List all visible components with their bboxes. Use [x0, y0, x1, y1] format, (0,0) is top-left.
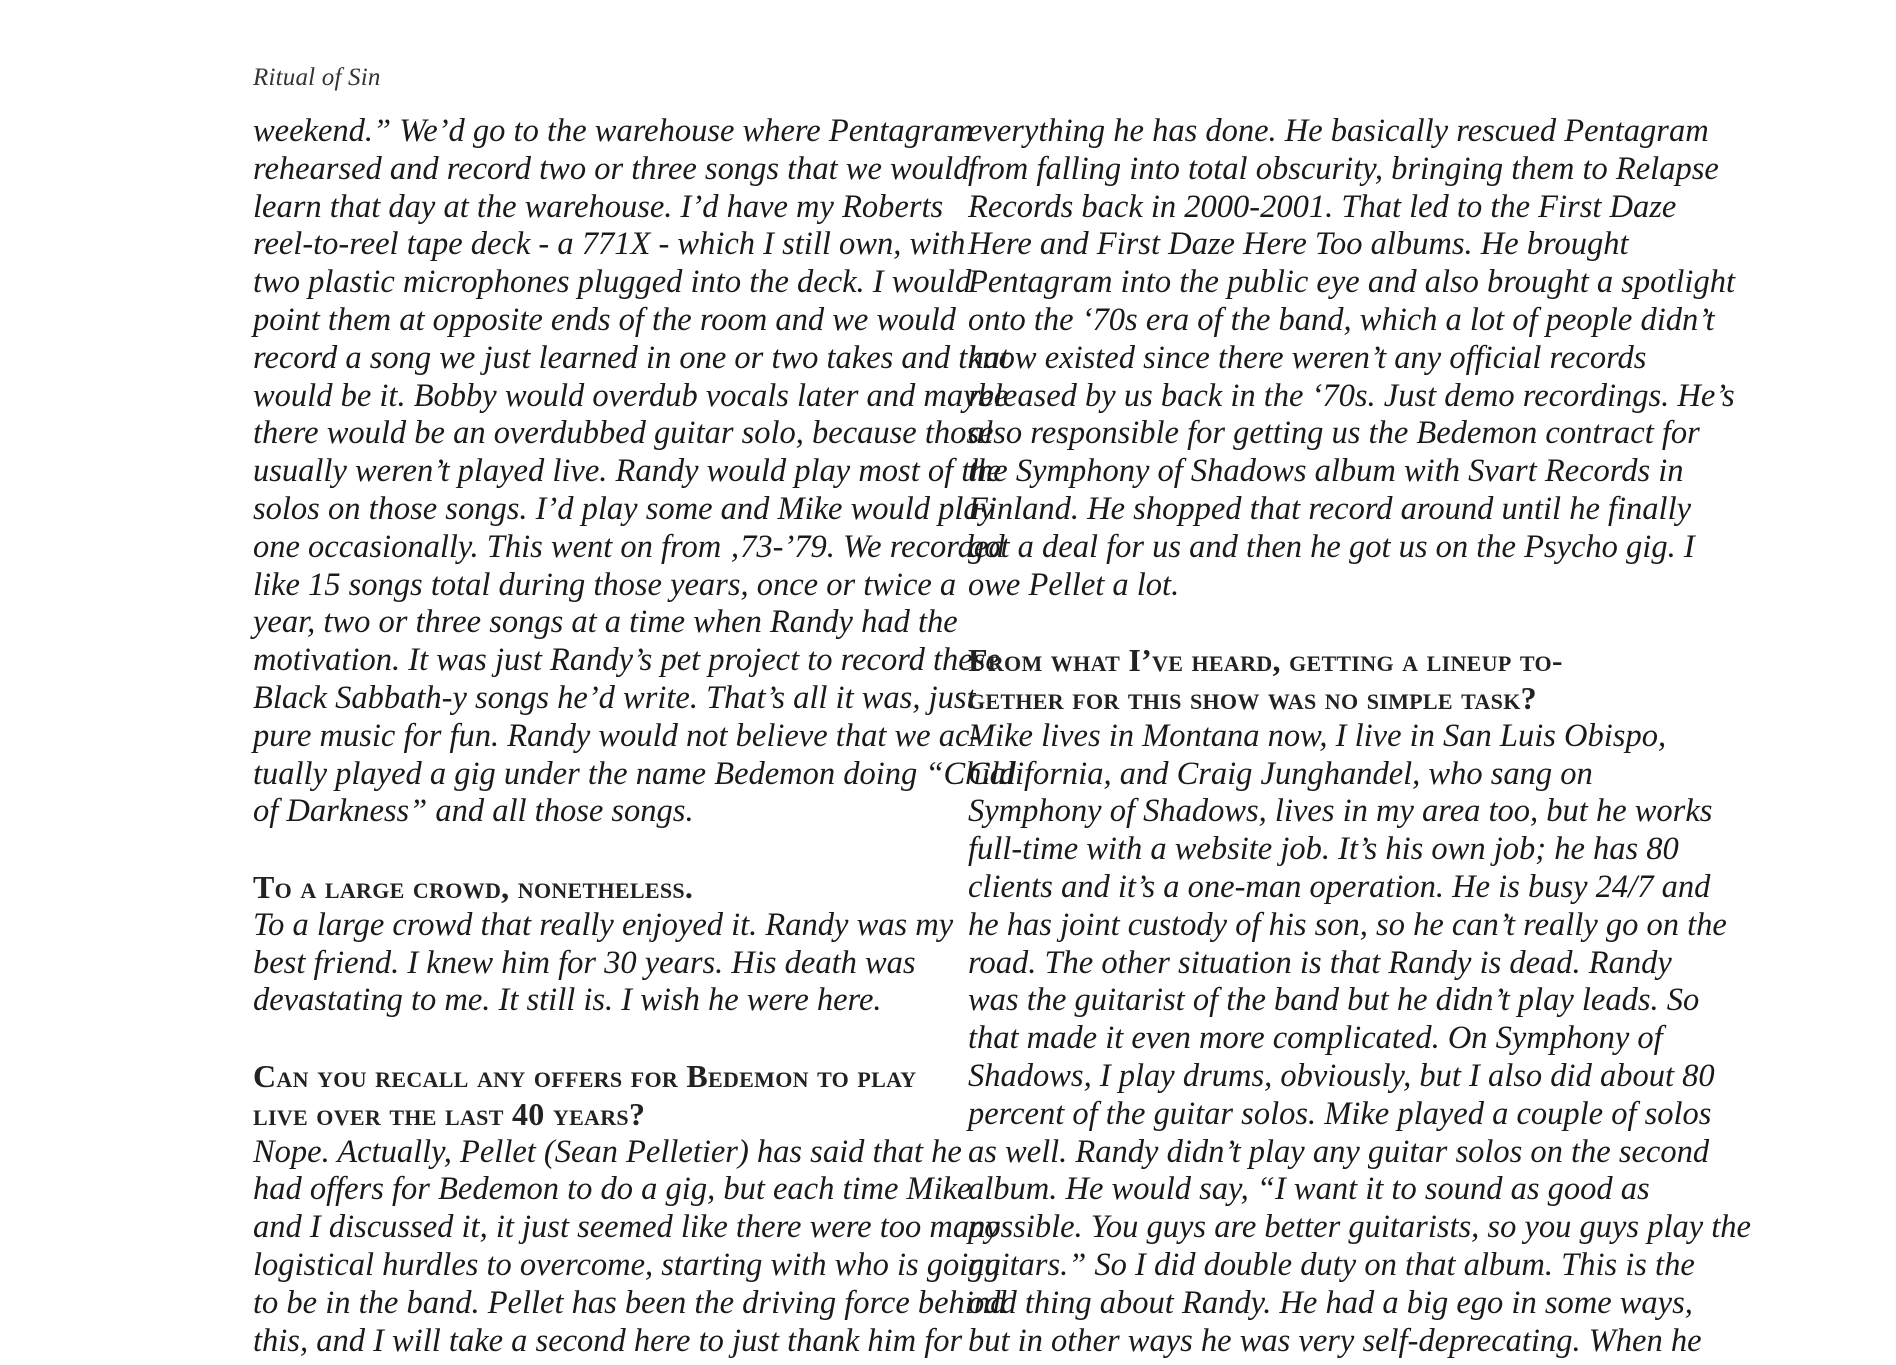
- body-text-line: from falling into total obscurity, bringing them to Relapse: [968, 150, 1719, 187]
- body-text-line: would be it. Bobby would overdub vocals later and maybe: [253, 377, 1009, 414]
- left-column: [253, 113, 1016, 1360]
- body-text-line: released by us back in the ‘70s. Just demo recordings. He’s: [968, 377, 1735, 414]
- body-text-line: Finland. He shopped that record around until he finally: [968, 490, 1692, 527]
- body-text-line: onto the ‘70s era of the band, which a lot of people didn’t: [968, 301, 1715, 338]
- body-text-line: owe Pellet a lot.: [968, 566, 1180, 603]
- body-text-line: rehearsed and record two or three songs that we would: [253, 150, 970, 187]
- body-text-line: Records back in 2000-2001. That led to the First Daze: [968, 188, 1677, 225]
- interview-question-line: live over the last 40 years?: [253, 1095, 646, 1132]
- body-text-line: like 15 songs total during those years, once or twice a: [253, 566, 957, 603]
- body-text-line: devastating to me. It still is. I wish he were here.: [253, 982, 882, 1019]
- body-text-line: Symphony of Shadows, lives in my area too, but he works: [968, 793, 1713, 830]
- paragraph-gap: [253, 1020, 943, 1058]
- body-text-line: best friend. I knew him for 30 years. His death was: [253, 944, 916, 981]
- body-text-line: To a large crowd that really enjoyed it. Randy was my: [253, 906, 954, 943]
- body-text-line: one occasionally. This went on from ‚73-’79. We recorded: [253, 528, 1005, 565]
- body-text-line: was the guitarist of the band but he didn’t play leads. So: [968, 982, 1700, 1019]
- body-text-line: learn that day at the warehouse. I’d have my Roberts: [253, 188, 944, 225]
- body-text-line: know existed since there weren’t any official records: [968, 339, 1647, 376]
- running-head: Ritual of Sin: [253, 64, 381, 91]
- paragraph-gap: [968, 604, 1658, 642]
- body-text-line: the Symphony of Shadows album with Svart Records in: [968, 453, 1684, 490]
- body-text-line: Mike lives in Montana now, I live in San Luis Obispo,: [968, 717, 1667, 754]
- body-text-line: guitars.” So I did double duty on that album. This is the: [968, 1246, 1695, 1283]
- body-text-line: Here and First Daze Here Too albums. He brought: [968, 226, 1629, 263]
- body-text-line: logistical hurdles to overcome, starting with who is going: [253, 1246, 1001, 1283]
- right-column: [968, 113, 1751, 1360]
- body-text-line: possible. You guys are better guitarists, so you guys play the: [968, 1209, 1751, 1246]
- body-text-line: there would be an overdubbed guitar solo, because those: [253, 415, 994, 452]
- body-text-line: percent of the guitar solos. Mike played a couple of solos: [968, 1095, 1712, 1132]
- body-text-line: pure music for fun. Randy would not believe that we ac-: [253, 717, 981, 754]
- body-text-line: also responsible for getting us the Bedemon contract for: [968, 415, 1700, 452]
- body-text-line: that made it even more complicated. On Symphony of: [968, 1020, 1663, 1057]
- body-text-line: California, and Craig Junghandel, who sang on: [968, 755, 1593, 792]
- body-text-line: full-time with a website job. It’s his own job; he has 80: [968, 831, 1679, 868]
- body-text-line: got a deal for us and then he got us on the Psycho gig. I: [968, 528, 1695, 565]
- interview-question-line: Can you recall any offers for Bedemon to play: [253, 1057, 917, 1094]
- body-text-line: had offers for Bedemon to do a gig, but each time Mike: [253, 1171, 972, 1208]
- body-text-line: album. He would say, “I want it to sound as good as: [968, 1171, 1650, 1208]
- paragraph-gap: [253, 831, 943, 869]
- body-text-line: this, and I will take a second here to just thank him for: [253, 1322, 963, 1359]
- body-text-line: Black Sabbath-y songs he’d write. That’s all it was, just: [253, 679, 976, 716]
- body-text-line: odd thing about Randy. He had a big ego in some ways,: [968, 1284, 1693, 1321]
- body-text-line: solos on those songs. I’d play some and Mike would play: [253, 490, 995, 527]
- body-text-line: reel-to-reel tape deck - a 771X - which I still own, with: [253, 226, 966, 263]
- body-text-line: of Darkness” and all those songs.: [253, 793, 694, 830]
- body-text-line: usually weren’t played live. Randy would play most of the: [253, 453, 1001, 490]
- body-text-line: year, two or three songs at a time when Randy had the: [253, 604, 958, 641]
- body-text-line: record a song we just learned in one or two takes and that: [253, 339, 1009, 376]
- body-text-line: Pentagram into the public eye and also brought a spotlight: [968, 264, 1735, 301]
- body-text-line: as well. Randy didn’t play any guitar solos on the second: [968, 1133, 1710, 1170]
- body-text-line: Nope. Actually, Pellet (Sean Pelletier) has said that he: [253, 1133, 962, 1170]
- body-text-line: but in other ways he was very self-deprecating. When he: [968, 1322, 1702, 1359]
- body-text-line: to be in the band. Pellet has been the driving force behind: [253, 1284, 1007, 1321]
- body-text-line: two plastic microphones plugged into the deck. I would: [253, 264, 972, 301]
- body-text-line: motivation. It was just Randy’s pet project to record these: [253, 642, 1000, 679]
- body-text-line: and I discussed it, it just seemed like there were too many: [253, 1209, 1000, 1246]
- body-text-line: point them at opposite ends of the room and we would: [253, 301, 956, 338]
- body-text-line: he has joint custody of his son, so he can’t really go on the: [968, 906, 1727, 943]
- body-text-line: Shadows, I play drums, obviously, but I also did about 80: [968, 1057, 1715, 1094]
- interview-question-line: gether for this show was no simple task?: [968, 679, 1537, 716]
- body-text-line: clients and it’s a one-man operation. He is busy 24/7 and: [968, 868, 1711, 905]
- body-text-line: tually played a gig under the name Bedemon doing “Child: [253, 755, 1016, 792]
- body-text-line: road. The other situation is that Randy is dead. Randy: [968, 944, 1672, 981]
- interview-question-line: From what I’ve heard, getting a lineup to-: [968, 642, 1563, 679]
- interview-question-line: To a large crowd, nonetheless.: [253, 868, 694, 905]
- body-text-line: weekend.” We’d go to the warehouse where Pentagram: [253, 113, 974, 149]
- body-text-line: everything he has done. He basically rescued Pentagram: [968, 113, 1709, 149]
